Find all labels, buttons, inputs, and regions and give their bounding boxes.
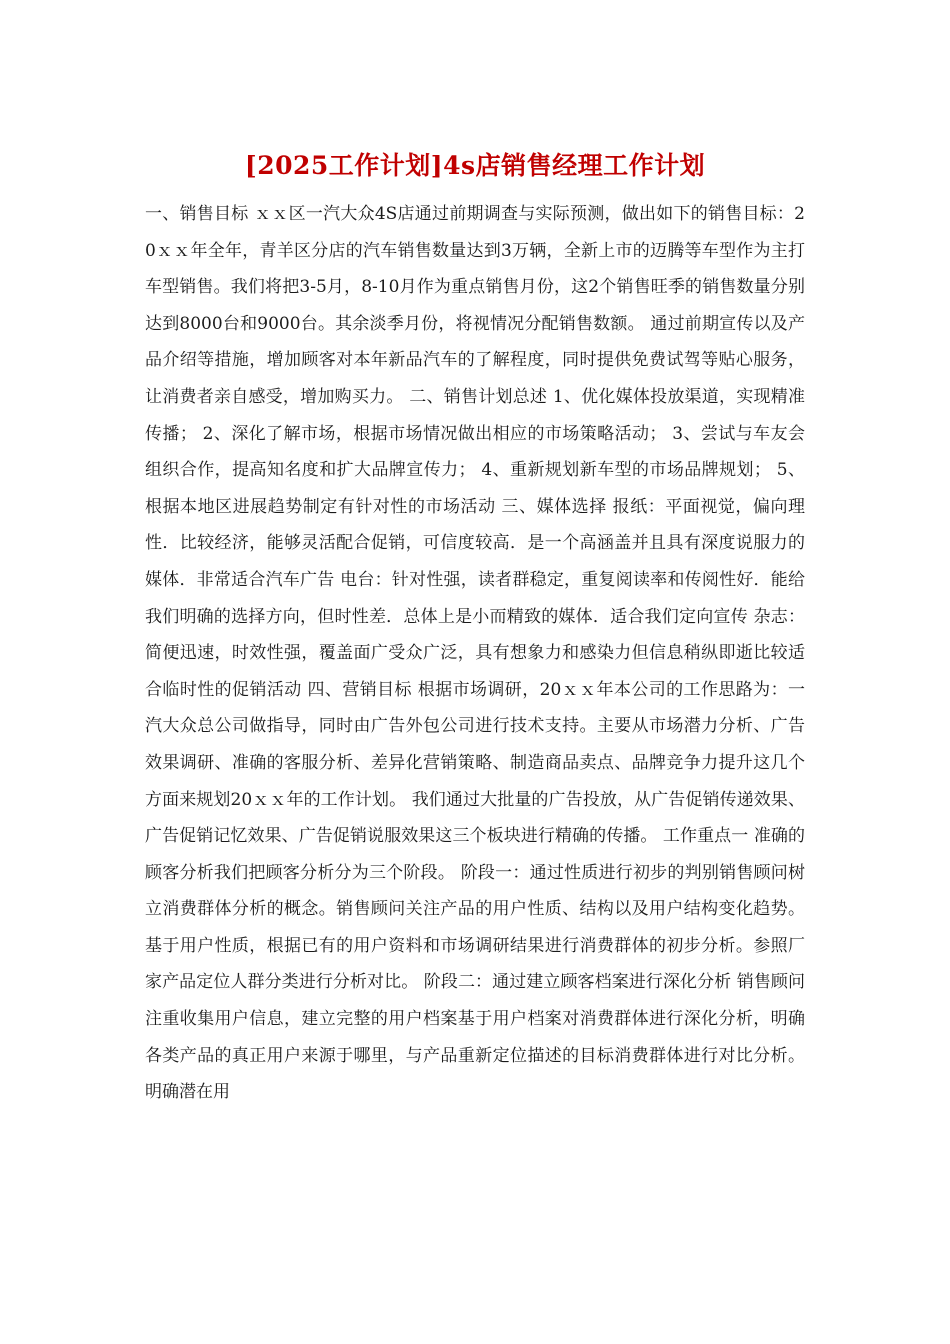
document-title: [2025工作计划]4s店销售经理工作计划 xyxy=(244,151,706,180)
document-body: 一、销售目标 ｘｘ区一汽大众4S店通过前期调查与实际预测，做出如下的销售目标：20ｘｘ年全年，青羊区分店的汽车销售数量达到3万辆，全新上市的迈腾等车型作为主打车型销售。我们将把3-5月，8-10月作为重点销售月份，这2个销售旺季的销售数量分别达到8000台和9000台。其余淡季月份，将视情况分配销售数额。 通过前期宣传以及产品介绍等措施，增加顾客对本年新品汽车的了解程度，同时提供免费试驾等贴心服务，让消费者亲自感受，增加购买力。 二、销售计划总述 1、优化媒体投放渠道，实现精准传播； 2、深化了解市场，根据市场情况做出相应的市场策略活动； 3、尝试与车友会组织合作，提高知名度和扩大品牌宣传力； 4、重新规划新车型的市场品牌规划； 5、根据本地区进展趋势制定有针对性的市场活动 三、媒体选择 报纸：平面视觉，偏向理性．比较经济，能够灵活配合促销，可信度较高．是一个高涵盖并且具有深度说服力的媒体．非常适合汽车广告 电台：针对性强，读者群稳定，重复阅读率和传阅性好．能给我们明确的选择方向，但时性差．总体上是小而精致的媒体．适合我们定向宣传 杂志：简便迅速，时效性强，覆盖面广受众广泛，具有想象力和感染力但信息稍纵即逝比较适合临时性的促销活动 四、营销目标 根据市场调研，20ｘｘ年本公司的工作思路为：一汽大众总公司做指导，同时由广告外包公司进行技术支持。主要从市场潜力分析、广告效果调研、准确的客服分析、差异化营销策略、制造商品卖点、品牌竞争力提升这几个方面来规划20ｘｘ年的工作计划。 我们通过大批量的广告投放，从广告促销传递效果、广告促销记忆效果、广告促销说服效果这三个板块进行精确的传播。 工作重点一 准确的顾客分析我们把顾客分析分为三个阶段。 阶段一：通过性质进行初步的判别销售顾问树立消费群体分析的概念。销售顾问关注产品的用户性质、结构以及用户结构变化趋势。基于用户性质，根据已有的用户资料和市场调研结果进行消费群体的初步分析。参照厂家产品定位人群分类进行分析对比。 阶段二：通过建立顾客档案进行深化分析 销售顾问注重收集用户信息，建立完整的用户档案基于用户档案对消费群体进行深化分析，明确各类产品的真正用户来源于哪里，与产品重新定位描述的目标消费群体进行对比分析。明确潜在用 xyxy=(145,204,805,1103)
